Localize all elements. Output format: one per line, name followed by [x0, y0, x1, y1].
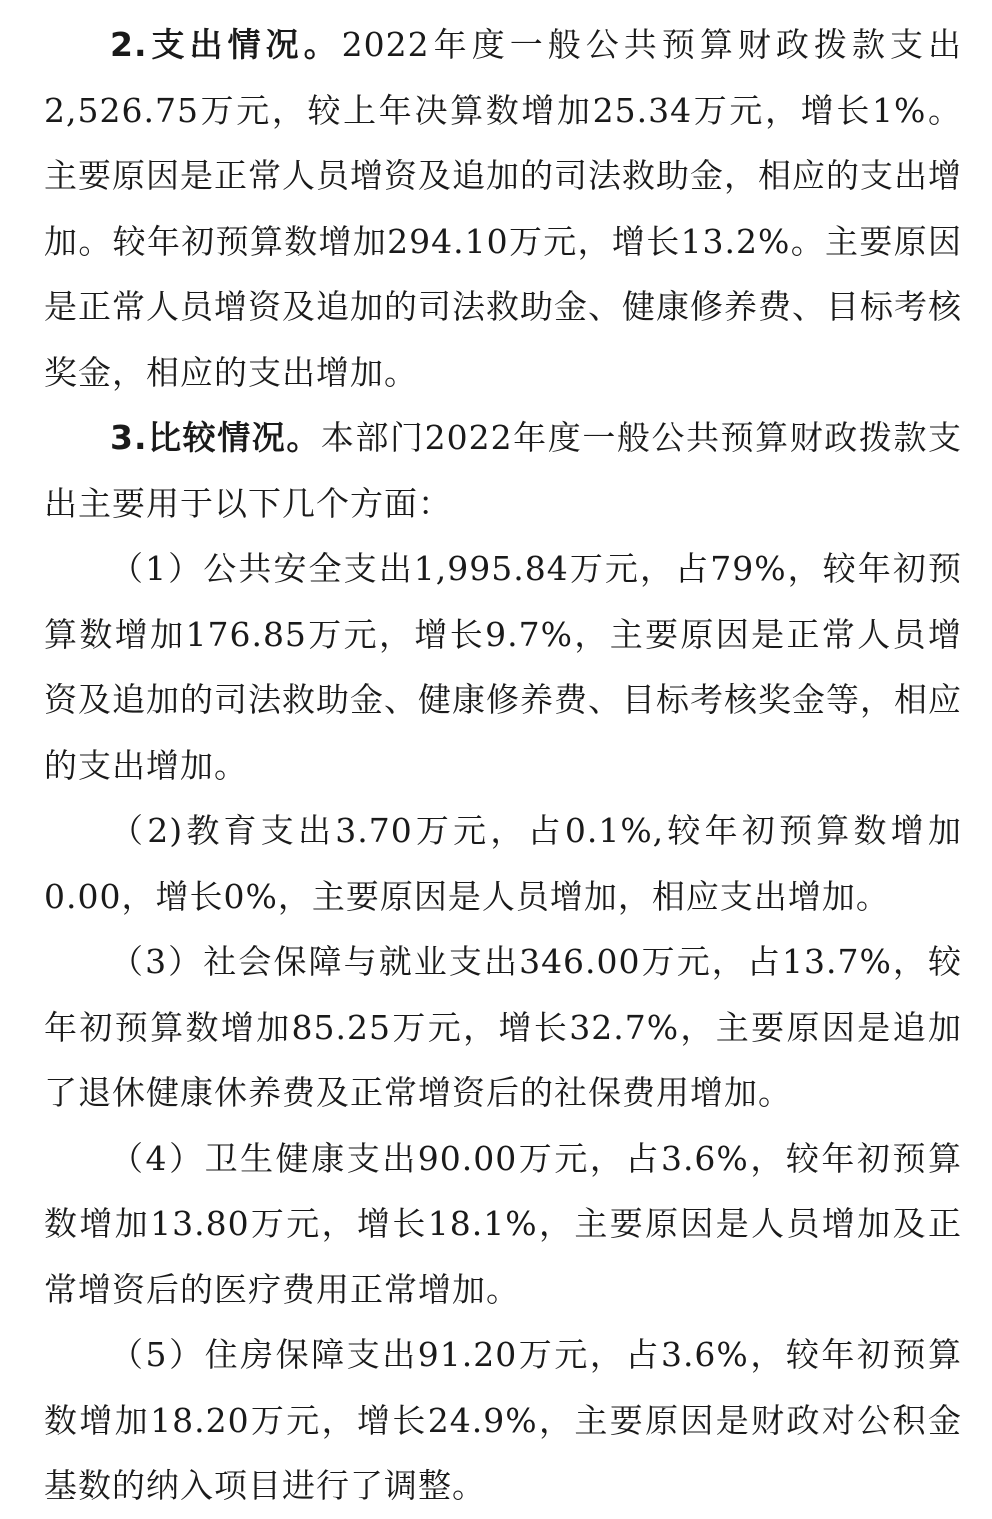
paragraph-comparison — [44, 405, 962, 536]
list-item-health: （4）卫生健康支出90.00万元，占3.6%，较年初预算数增加13.80万元，增长18.1%，主要原因是人员增加及正常增资后的医疗费用正常增加。 — [44, 1138, 962, 1309]
heading-expenditure: 2.支出情况。 — [110, 25, 342, 64]
heading-comparison: 3.比较情况。 — [110, 418, 321, 457]
list-item-public-safety: （1）公共安全支出1,995.84万元，占79%，较年初预算数增加176.85万元，增长9.7%，主要原因是正常人员增资及追加的司法救助金、健康修养费、目标考核奖金等，相应的支出增加。 — [44, 549, 962, 785]
list-item-education: （2)教育支出3.70万元，占0.1%,较年初预算数增加0.00，增长0%，主要原因是人员增加，相应支出增加。 — [44, 811, 962, 916]
paragraph-expenditure-body: 2022年度一般公共预算财政拨款支出2,526.75万元，较上年决算数增加25.34万元，增长1%。主要原因是正常人员增资及追加的司法救助金，相应的支出增加。较年初预算数增加294.10万元，增长13.2%。主要原因是正常人员增资及追加的司法救助金、健康修养费、目标考核奖金，相应的支出增加。 — [44, 25, 962, 392]
list-item-social-security: （3）社会保障与就业支出346.00万元，占13.7%，较年初预算数增加85.25万元，增长32.7%，主要原因是追加了退休健康休养费及正常增资后的社保费用增加。 — [44, 942, 962, 1112]
paragraph-expenditure — [44, 12, 962, 405]
paragraph-comparison-body: 本部门2022年度一般公共预算财政拨款支出主要用于以下几个方面： — [44, 418, 963, 523]
list-item-housing: （5）住房保障支出91.20万元，占3.6%，较年初预算数增加18.20万元，增长24.9%，主要原因是财政对公积金基数的纳入项目进行了调整。 — [44, 1335, 962, 1505]
